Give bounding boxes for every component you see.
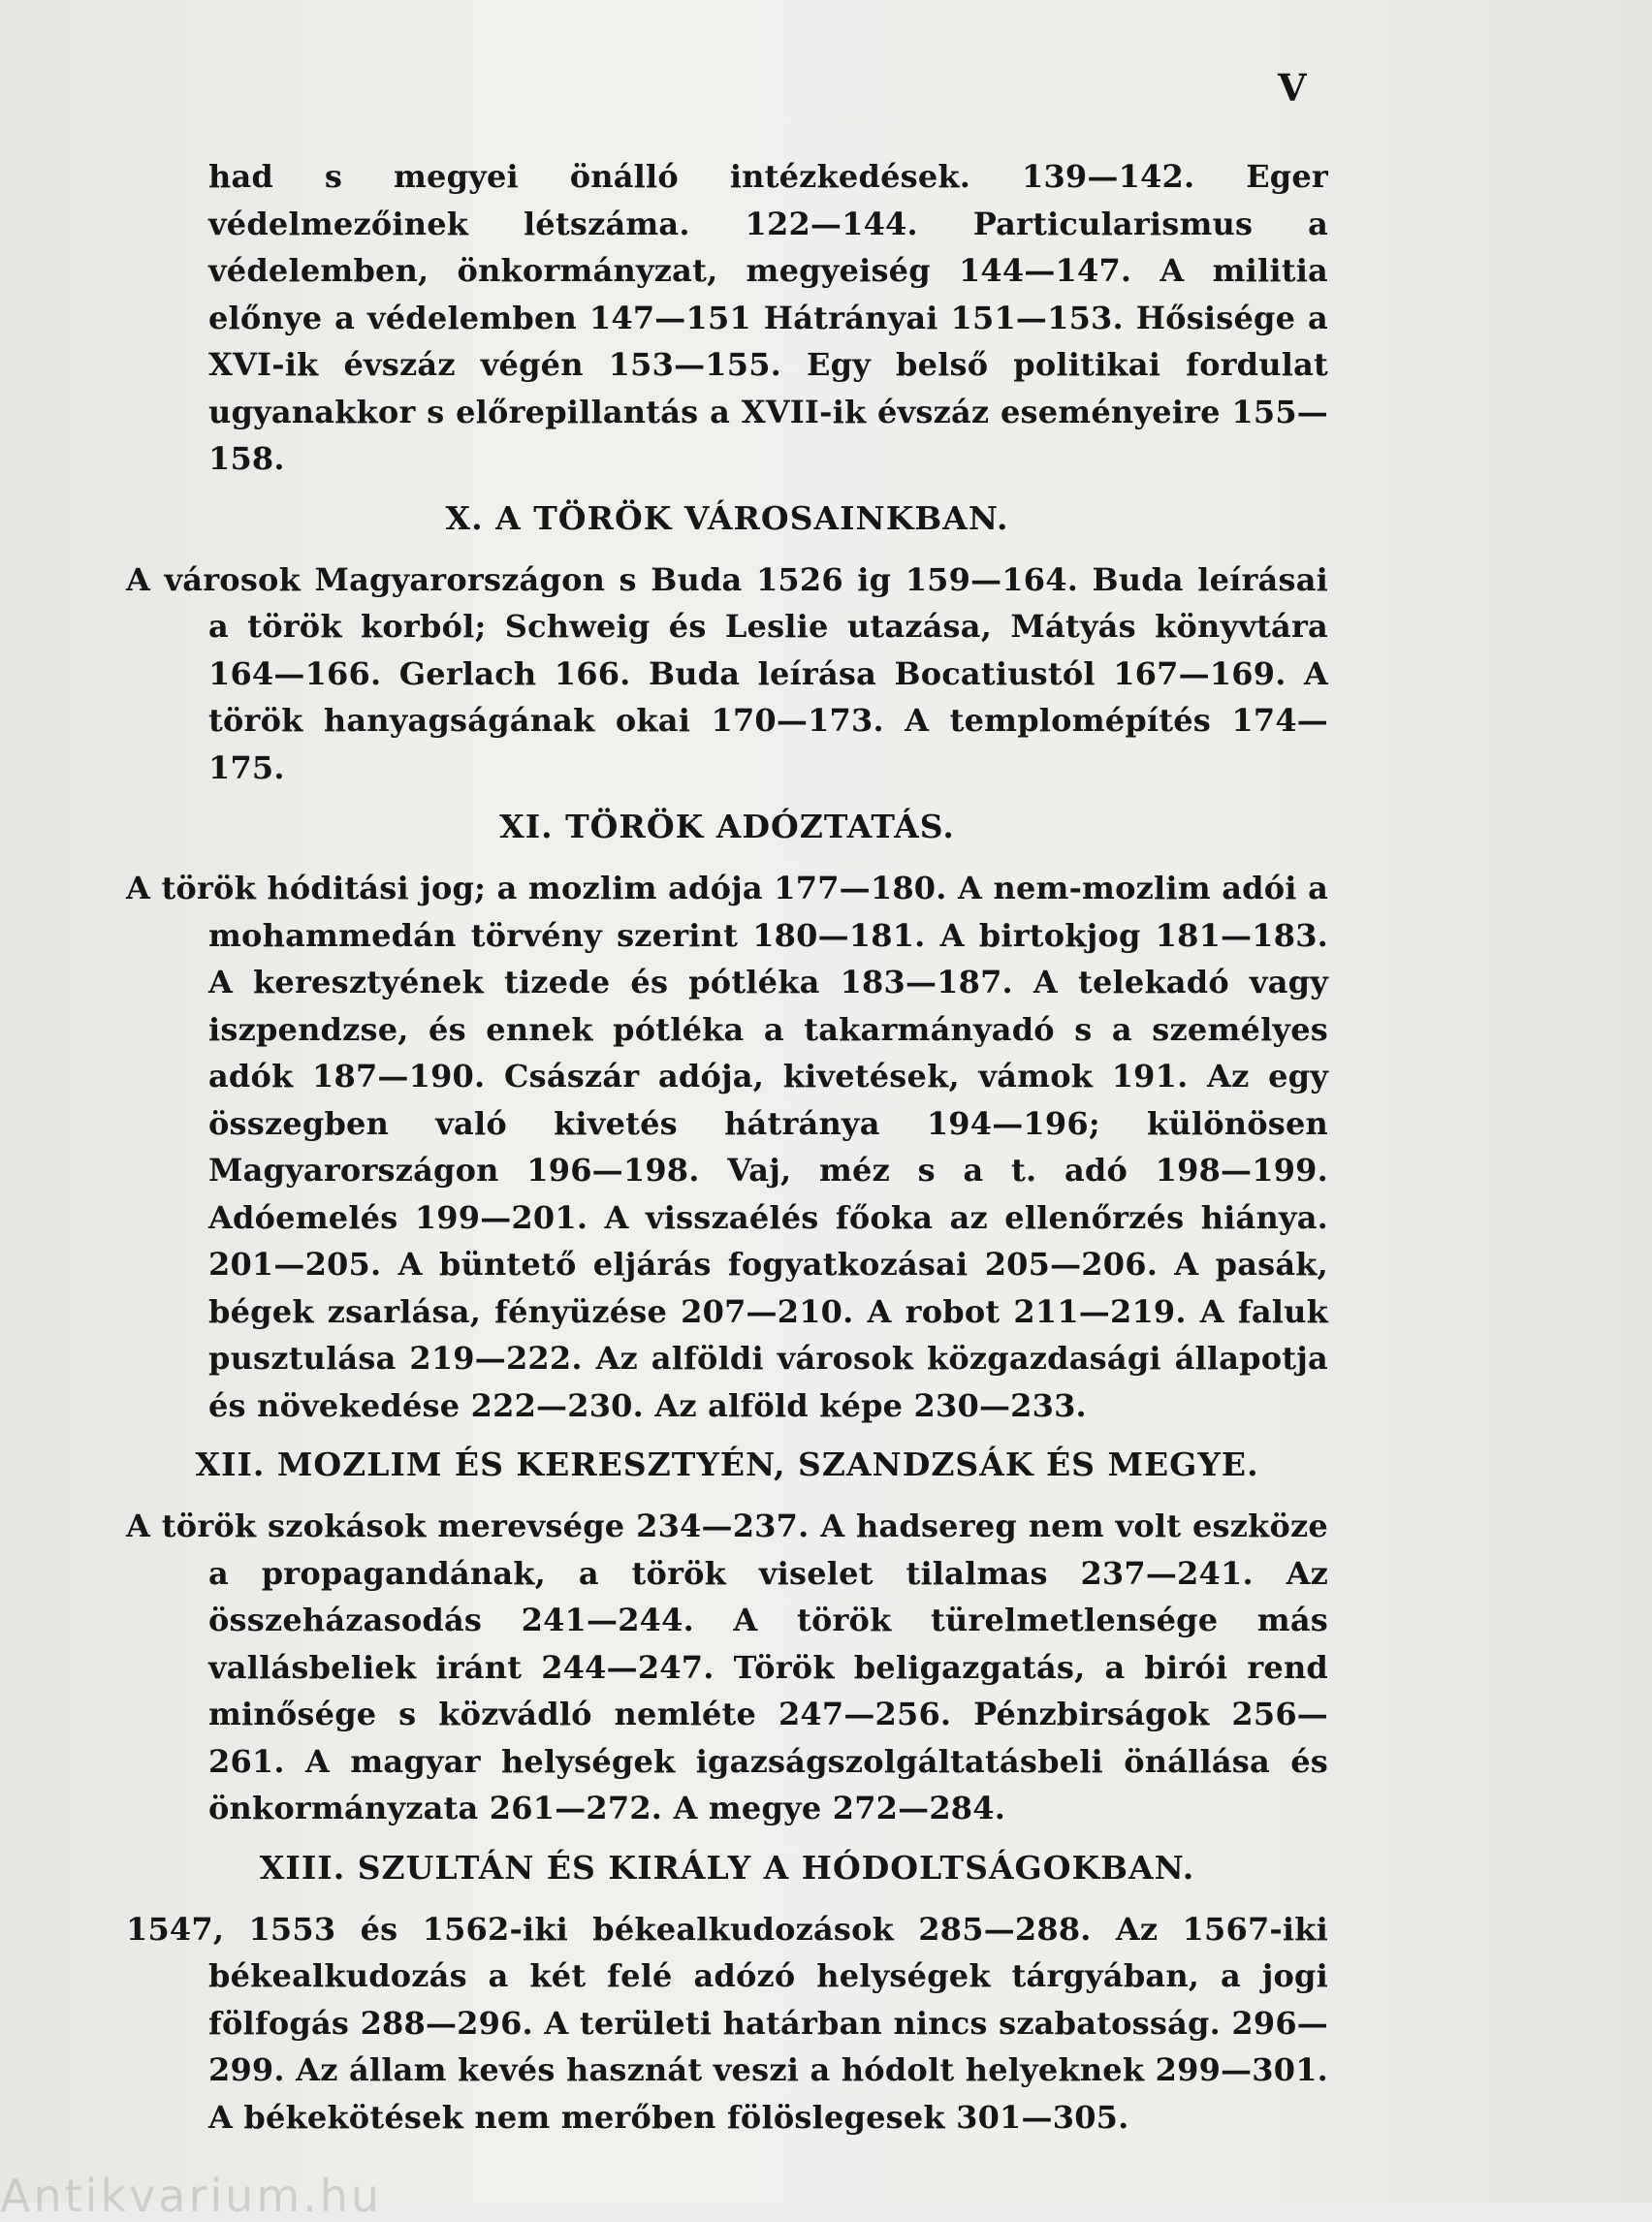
section-heading-xi: XI. TÖRÖK ADÓZTATÁS. — [499, 808, 955, 845]
section-heading-xii: XII. MOZLIM ÉS KERESZTYÉN, SZANDZSÁK ÉS MEGYE. — [195, 1445, 1259, 1483]
section-text-xiii: 1547, 1553 és 1562-iki békealkudozások 285—288. Az 1567-iki békealkudozás a két felé adózó helységek tárgyában, a jogi fölfogás 288—296. A területi határban nincs szabatosság. 296—299. Az állam kevés hasznát veszi a hódolt helyeknek 299—301. A békekötések nem merőben fölöslegesek 301—305. — [126, 1910, 1328, 2136]
section-heading-xiii: XIII. SZULTÁN ÉS KIRÁLY A HÓDOLTSÁGOKBAN. — [259, 1848, 1195, 1887]
section-heading-x: X. A TÖRÖK VÁROSAINKBAN. — [445, 498, 1009, 537]
section-text-x: A városok Magyarországon s Buda 1526 ig 159—164. Buda leírásai a török korból; Schweig és Leslie utazása, Mátyás könyvtára 164—166. Gerlach 166. Buda leírása Bocatiustól 167—169. A török hanyagságának okai 170—173. A templomépítés 174—175. — [126, 560, 1328, 786]
table-of-contents — [126, 153, 1328, 2141]
page-number: V — [1278, 66, 1307, 110]
continued-paragraph: had s megyei önálló intézkedések. 139—142. Eger védelmezőinek létszáma. 122—144. Particularismus a védelemben, önkormányzat, megyeiség 144—147. A militia előnye a védelemben 147—151 Hátrányai 151—153. Hősisége a XVI-ik évszáz végén 153—155. Egy belső politikai fordulat ugyanakkor s előrepillantás a XVII-ik évszáz eseményeire 155—158. — [208, 158, 1328, 477]
section-text-xii: A török szokások merevsége 234—237. A hadsereg nem volt eszköze a propagandának, a török viselet tilalmas 237—241. Az összeházasodás 241—244. A török türelmetlensége más vallásbeliek iránt 244—247. Török beligazgatás, a birói rend minősége s közvádló nemléte 247—256. Pénzbirságok 256—261. A magyar helységek igazságszolgáltatásbeli önállása és önkormányzata 261—272. A megye 272—284. — [126, 1508, 1328, 1826]
section-text-xi: A török hóditási jog; a mozlim adója 177—180. A nem-mozlim adói a mohammedán törvény szerint 180—181. A birtokjog 181—183. A keresztyének tizede és pótléka 183—187. A telekadó vagy iszpendzse, és ennek pótléka a takarmányadó s a személyes adók 187—190. Császár adója, kivetések, vámok 191. Az egy összegben való kivetés hátránya 194—196; különösen Magyarországon 196—198. Vaj, méz s a t. adó 198—199. Adóemelés 199—201. A visszaélés főoka az ellenőrzés hiánya. 201—205. A büntető eljárás fogyatkozásai 205—206. A pasák, bégek zsarlása, fényüzése 207—210. A robot 211—219. A faluk pusztulása 219—222. Az alföldi városok közgazdasági állapotja és növekedése 222—230. Az alföld képe 230—233. — [126, 870, 1328, 1424]
watermark: Antikvarium.hu — [0, 2170, 383, 2222]
